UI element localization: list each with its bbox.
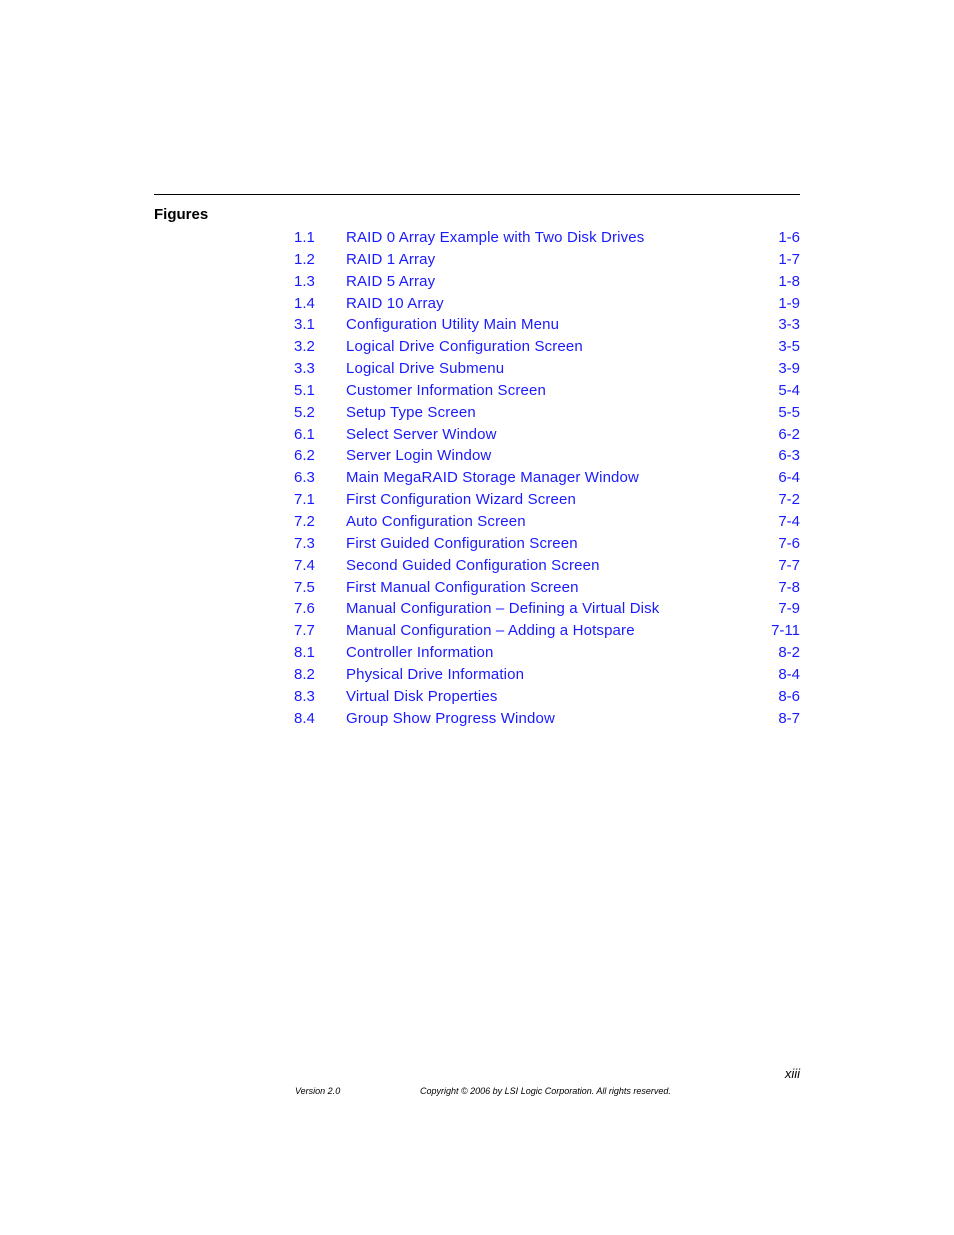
figure-title: Server Login Window: [346, 447, 492, 465]
figure-number: 1.2: [294, 250, 315, 268]
figure-page: 3-3: [778, 316, 800, 334]
header-rule: [154, 194, 800, 195]
figure-entry[interactable]: [294, 577, 800, 599]
figure-title: Manual Configuration – Adding a Hotspare: [346, 622, 635, 640]
figure-page: 8-4: [778, 665, 800, 683]
figure-entry[interactable]: [294, 380, 800, 402]
figure-page: 3-5: [778, 338, 800, 356]
footer-version: Version 2.0: [295, 1086, 341, 1096]
figure-page: 1-6: [778, 229, 800, 246]
figure-entry[interactable]: [294, 686, 800, 708]
figure-title: Select Server Window: [346, 425, 497, 443]
figure-page: 6-4: [778, 469, 800, 487]
figure-page: 6-3: [778, 447, 800, 465]
page-number: xiii: [784, 1066, 800, 1081]
figure-entry[interactable]: [294, 271, 800, 293]
figure-number: 7.6: [294, 600, 315, 618]
figure-number: 7.4: [294, 556, 315, 574]
figure-entry[interactable]: [294, 533, 800, 555]
figure-entry[interactable]: [294, 642, 800, 664]
figure-number: 1.4: [294, 294, 315, 312]
figure-page: 1-7: [778, 250, 800, 268]
figure-number: 8.2: [294, 665, 315, 683]
figure-number: 6.2: [294, 447, 315, 465]
figure-title: Customer Information Screen: [346, 381, 546, 399]
figure-page: 3-9: [778, 360, 800, 378]
figure-entry[interactable]: [294, 467, 800, 489]
figure-page: 6-2: [778, 425, 800, 443]
figure-entry[interactable]: [294, 424, 800, 446]
figure-number: 5.1: [294, 381, 315, 399]
figure-title: Logical Drive Submenu: [346, 360, 505, 378]
figure-entry[interactable]: [294, 598, 800, 620]
figure-entry[interactable]: [294, 336, 800, 358]
figure-entry[interactable]: [294, 664, 800, 686]
figure-page: 1-8: [778, 272, 800, 290]
figure-title: Logical Drive Configuration Screen: [346, 338, 583, 356]
figure-page: 8-7: [778, 709, 800, 727]
figure-entry[interactable]: [294, 620, 800, 642]
figure-title: Second Guided Configuration Screen: [346, 556, 600, 574]
figure-entry[interactable]: [294, 358, 800, 380]
figure-number: 6.3: [294, 469, 315, 487]
figure-title: Setup Type Screen: [346, 403, 476, 421]
figure-number: 8.3: [294, 687, 315, 705]
figure-entry[interactable]: [294, 511, 800, 533]
footer-copyright: Copyright © 2006 by LSI Logic Corporation. All rights reserved.: [420, 1086, 671, 1096]
figures-list: [294, 227, 800, 729]
figure-number: 8.1: [294, 644, 315, 662]
figure-number: 7.5: [294, 578, 315, 596]
figure-number: 7.2: [294, 512, 315, 530]
figure-number: 3.2: [294, 338, 315, 356]
figure-entry[interactable]: [294, 314, 800, 336]
figure-title: Controller Information: [346, 644, 494, 662]
figure-entry[interactable]: [294, 555, 800, 577]
figure-page: 7-2: [778, 491, 800, 509]
figure-entry[interactable]: [294, 708, 800, 730]
figure-number: 7.7: [294, 622, 315, 640]
figure-page: 7-6: [778, 534, 800, 552]
figure-title: Main MegaRAID Storage Manager Window: [346, 469, 640, 487]
figure-page: 7-7: [778, 556, 800, 574]
figure-number: 7.1: [294, 491, 315, 509]
figure-number: 8.4: [294, 709, 315, 727]
section-title: Figures: [154, 206, 209, 223]
figure-title: Group Show Progress Window: [346, 709, 555, 727]
figure-number: 1.3: [294, 272, 315, 290]
figure-page: 7-9: [778, 600, 800, 618]
figure-title: Auto Configuration Screen: [346, 512, 526, 530]
figure-page: 7-8: [778, 578, 800, 596]
figure-entry[interactable]: [294, 489, 800, 511]
figure-number: 1.1: [294, 229, 315, 246]
figure-entry[interactable]: [294, 402, 800, 424]
figure-page: 7-4: [778, 512, 800, 530]
figure-page: 8-2: [778, 644, 800, 662]
figure-title: RAID 1 Array: [346, 250, 436, 268]
figure-page: 1-9: [778, 294, 800, 312]
figure-number: 3.3: [294, 360, 315, 378]
figure-number: 5.2: [294, 403, 315, 421]
figure-entry[interactable]: [294, 249, 800, 271]
figure-title: First Manual Configuration Screen: [346, 578, 579, 596]
figure-number: 6.1: [294, 425, 315, 443]
figure-entry[interactable]: [294, 227, 800, 249]
figure-page: 7-11: [771, 622, 800, 640]
figure-number: 7.3: [294, 534, 315, 552]
figure-title: Physical Drive Information: [346, 665, 525, 683]
figure-page: 5-5: [778, 403, 800, 421]
figure-title: First Configuration Wizard Screen: [346, 491, 577, 509]
figure-entry[interactable]: [294, 445, 800, 467]
figure-title: Virtual Disk Properties: [346, 687, 498, 705]
figure-title: RAID 5 Array: [346, 272, 436, 290]
figure-entry[interactable]: [294, 293, 800, 315]
figure-page: 8-6: [778, 687, 800, 705]
figure-title: Manual Configuration – Defining a Virtual Disk: [346, 600, 660, 618]
figure-title: Configuration Utility Main Menu: [346, 316, 560, 334]
figure-title: First Guided Configuration Screen: [346, 534, 578, 552]
figure-title: RAID 0 Array Example with Two Disk Drives: [346, 229, 645, 246]
figure-page: 5-4: [778, 381, 800, 399]
figure-title: RAID 10 Array: [346, 294, 444, 312]
figure-number: 3.1: [294, 316, 315, 334]
